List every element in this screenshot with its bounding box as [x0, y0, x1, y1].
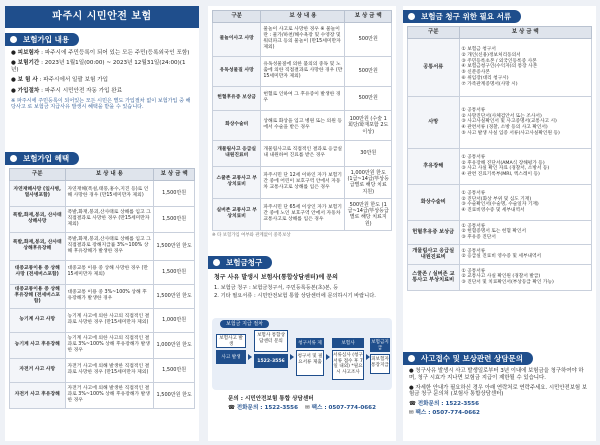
flow-step-3-label: 청구서류 제	[296, 338, 324, 348]
table-row: 사망 ① 공통서류 ② 사망진단서(사체검안서 또는 조사서) ③ 사고사실확인서 및 사고증명서(교통사고 시) ④ 관련서류 (경찰, 소방 등의 사고 확인서) ⑤ 사고 발생 사실 입증 서류(사고사실확인원 등)	[408, 96, 592, 148]
table-row: 물놀이사고 사망 물놀이 사고로 사망한 경우 ※ 물놀이란 : 물가/하천/해수욕장 및 수영장 및 워터파크 등의 물놀이 (만15세미만자 제외) 500만원	[213, 22, 392, 56]
panel-left	[5, 6, 199, 441]
benefits-table	[9, 168, 195, 409]
phone-icon: ☎	[409, 401, 416, 407]
table-row: 폭발,화재,붕괴, 산사태 상해사망 폭발,화재,붕괴,산사태로 상해를 입고 그 직접결과로 사망한 경우 (만15세미만자 제외) 1,500만원	[10, 206, 195, 232]
table-row: 자전거 사고 사망 자전거 사고에 의해 발생한 직접적인 결과로 사망한 경우 (만15세미만자 제외) 1,500만원	[10, 358, 195, 382]
flow-step-1: 사고 발생	[216, 350, 246, 364]
benefits-table-wrapper	[9, 168, 195, 409]
table-row: 개물림사고 응급실 내원진료비 개물림사고로 직접적인 결과로 응급실 내 내원하여 진료를 받은 경우 30만원	[213, 140, 392, 166]
flow-step-5: 피보험자 통장지급	[370, 354, 390, 374]
panel-right	[403, 6, 596, 441]
table-row: 대중교통이용 중 상해 후유장해 (전세버스포함) 대중교통 이용 중 3%~100% 상해 후유장해가 발생한 경우 1,500만원 한도	[10, 284, 195, 308]
claim-lead: 청구 사유 발생시 보험사(통합상담센터)에 문의	[214, 274, 338, 281]
panel-middle	[208, 6, 396, 441]
benefits2-table	[212, 10, 392, 231]
benefits-heading: 보험가입 혜택	[5, 152, 79, 165]
flow-step-4: 서류심사 (청구서류 접수 후 7일 내외) *필요시 사고조사	[332, 350, 364, 380]
benefits2-note: ※ 타 보험가입 여부와 관계없이 중복보상	[212, 232, 291, 238]
arrow-right-icon	[326, 354, 330, 360]
notice-item: ● 청구사유 발생시 사고 발생일로부터 3년 이내에 보험금을 청구하여야 하며, 청구 시효가 지나면 보험금 지급이 제한될 수 있습니다.	[409, 368, 584, 381]
notice-phone[interactable]: 전화문의 : 1522-3556	[417, 401, 479, 407]
table-row: 폭발,화재,붕괴, 산사태 상해후유장해 폭발,화재,붕괴,산사태로 상해를 입고 그 직접결과로 장해지급률 3%~100% 상해 후유장해가 발생한 경우 1,500만원 한도	[10, 232, 195, 260]
notice-fax: 팩스 : 0507-774-0662	[415, 409, 480, 416]
claim-fax: 팩스 : 0507-774-0662	[311, 404, 376, 411]
table-row: 후유장해 ① 공통서류 ② 후유장해 진단서(AMA식 장해평가 등) ③ 사고 사실 확인 자료 (경찰서, 소방서 등) ④ 관련 진료기록부(MRI, 엑스레이 등)	[408, 148, 592, 184]
overview-item-insurer: ● 보 험 사 : 파주시에서 일괄 보험 가입	[11, 77, 109, 84]
overview-heading: 보험가입 내용	[5, 33, 79, 46]
arrow-right-icon	[248, 354, 252, 360]
documents-table	[407, 26, 592, 291]
notice-item: ● 자세한 안내가 필요하신 경우 아래 연락처로 연락주세요. 시민안전보험 보험금 청구 문의처 (보험사 통합상담센터)	[409, 384, 588, 398]
table-row: 실버존 교통사고 부상치료비 파주시민 단 65세 이상인 자가 보험기간 중에 노인 보호구역 안에서 자동차 교통사고로 상해를 입은 경우 500만원 한도 (1급~14급/부상등급별로 해당 치료지원)	[213, 198, 392, 230]
notice-fax-line	[409, 410, 590, 417]
flow-step-2-label: 보험사 통합상담센터 문의	[254, 330, 288, 352]
bullet-dot-icon	[408, 355, 415, 362]
table-row: 헌혈후유증 보상금 ① 공통서류 ② 헌혈증명서 또는 헌혈 확인서 ③ 후유증 진단서	[408, 220, 592, 244]
table-row: 화상수술비 상해로 화상을 입고 병원 또는 의원 등에서 수술을 받은 경우 100만원 (수술 1회당/화재포함 2도이상)	[213, 110, 392, 140]
table-row: 유독성물질 사망 유독성물질에 의한 불의의 중독 및 노출에 의한 직접결과로 사망한 경우 (만15세미만자 제외) 500만원	[213, 56, 392, 86]
col-header: 보 상 금 액	[345, 11, 392, 23]
col-header: 보 상 금 액	[154, 169, 195, 181]
bullet-dot-icon	[10, 36, 17, 43]
notice-list	[409, 368, 590, 419]
col-header: 구분	[10, 169, 66, 181]
table-row: 자연재해사망 (일사병,열사병포함) 자연재해(폭설,태풍,홍수,지진 등)로 인해 사망한 경우 (만15세미만자 제외) 1,500만원	[10, 180, 195, 206]
bullet-dot-icon	[213, 259, 220, 266]
notice-phone-line	[409, 401, 590, 408]
table-row: 농기계 사고 사망 농기계 사고에 의한 사고의 직접적인 결과로 사망한 경우 (만15세미만자 제외) 1,000만원	[10, 308, 195, 332]
flow-step-5-label: 보험금지급	[371, 340, 389, 351]
bullet-dot-icon	[10, 155, 17, 162]
claim-contact	[228, 396, 390, 414]
table-row: 화상수술비 ① 공통서류 ② 진단서(화상 부위 및 심도 기재) ③ 수술확인서(수술명, 수술일자 기재) ④ 진료비영수증 및 세부내역서	[408, 184, 592, 220]
table-row: 헌혈후유증 보상금 헌혈로 인하여 그 후유증이 발생한 경우 500만원	[213, 86, 392, 110]
col-header: 보 상 내 용	[65, 169, 154, 181]
claim-contact-title: 문의 : 시민안전보험 통합 상담센터	[228, 396, 314, 402]
flow-title: 보험금 지급 절차	[220, 320, 269, 328]
table-row: 농기계 사고 후유장해 농기계 사고에 의한 사고의 직접적인 결과로 3%~100% 상해 후유장해가 발생한 경우 1,000만원 한도	[10, 332, 195, 358]
bullet-dot-icon	[408, 13, 415, 20]
claim-contact-line	[228, 405, 390, 412]
table-row: 공통서류 ① 보험금 청구서 ② 개인(신용)정보처리동의서 ③ 주민등록초본 / 외국인등록증 사본 ④ 보험금청구인(수익자)의 통장 사본 ⑤ 신분증사본 ⑥ 위임장(대리 청구시) ⑦ 가족관계증명서(사망 시)	[408, 38, 592, 96]
claim-item: 2. 기타 필요서류 : 시민안전보험 통합 상담센터에 문의하시기 바랍니다.	[214, 293, 376, 299]
overview-item-period: ● 보험기간 : 2023년 1월1일(00:00) ~ 2023년 12월31일(24:00)(1년)	[11, 60, 186, 74]
fax-icon: ✉	[409, 409, 414, 416]
documents-heading: 보험금 청구 위한 필요 서류	[403, 10, 521, 23]
claim-flow	[212, 318, 392, 390]
flow-step-2: 1522-3556	[254, 354, 288, 368]
col-header: 보 상 내 용	[261, 11, 345, 23]
claim-phone[interactable]: 전화문의 : 1522-3556	[236, 404, 298, 411]
overview-item-insured: ● 피보험자 : 파주시에 주민등록이 되어 있는 모든 주민(등록외국인 포함)	[11, 50, 190, 56]
flow-step-3: 청구서 및 필요서류 제출	[296, 350, 324, 376]
page-title: 파주시 시민안전 보험	[5, 6, 199, 28]
overview-note: ※ 파주시에 주민등록이 되어있는 모든 시민은 별도 가입절차 없이 보험가입 중 해당사고 로 보험금 지급사유 발생시 혜택을 받을 수 있습니다.	[11, 97, 191, 111]
documents-table-wrapper	[407, 26, 592, 291]
table-row: 스쿨존 교통사고 부상치료비 파주시민 단 12세 이하인 자가 보험기간 중에 어린이 보호구역 안에서 자동차 교통사고로 상해를 입은 경우 1,000만원 한도 (1급~14급/부상등급별로 해당 치료지원)	[213, 166, 392, 198]
claim-item: 1. 보험금 청구 : 보험금청구서, 주민등록등본(초)본, 등	[214, 284, 339, 291]
table-row: 자전거 사고 후유장해 자전거 사고에 의해 발생한 직접적인 결과로 3%~100% 상해 후유장해가 발생한 경우 1,500만원 한도	[10, 382, 195, 408]
overview-item-procedure: ● 가입절차 : 파주시 시민안전 자동 가입 완료	[11, 87, 123, 94]
notice-heading: 사고접수 및 보상관련 상담문의	[403, 352, 533, 365]
col-header: 구분	[213, 11, 261, 23]
table-row: 대중교통이용 중 상해 사망 (전세버스포함) 대중교통 이용 중 상해 사망한 경우 (만15세미만자 제외) 1,500만원	[10, 260, 195, 284]
fax-icon: ✉	[305, 404, 310, 411]
arrow-right-icon	[290, 354, 294, 360]
table-row: 개물림사고 응급실내원진료비 ① 공통서류 ② 응급실 진료비 영수증 및 세부내역서	[408, 244, 592, 264]
flow-step-4-label: 보험사	[332, 338, 364, 348]
flow-step-1-label: 보험사고 발생	[216, 334, 246, 348]
claim-info	[214, 274, 390, 300]
claim-heading: 보험금청구	[208, 256, 272, 269]
benefits2-table-wrapper	[212, 10, 392, 238]
phone-icon: ☎	[228, 404, 235, 411]
table-row: 스쿨존 / 실버존 교통사고 부상치료비 ① 공통서류 ② 교통사고 사실 확인원 (경찰서 발급) ③ 진단서 및 치료확인서(부상등급 확인 가능)	[408, 264, 592, 290]
overview-list	[11, 50, 193, 114]
col-header: 구분	[408, 27, 460, 39]
col-header: 보 상 금 액	[459, 27, 591, 39]
